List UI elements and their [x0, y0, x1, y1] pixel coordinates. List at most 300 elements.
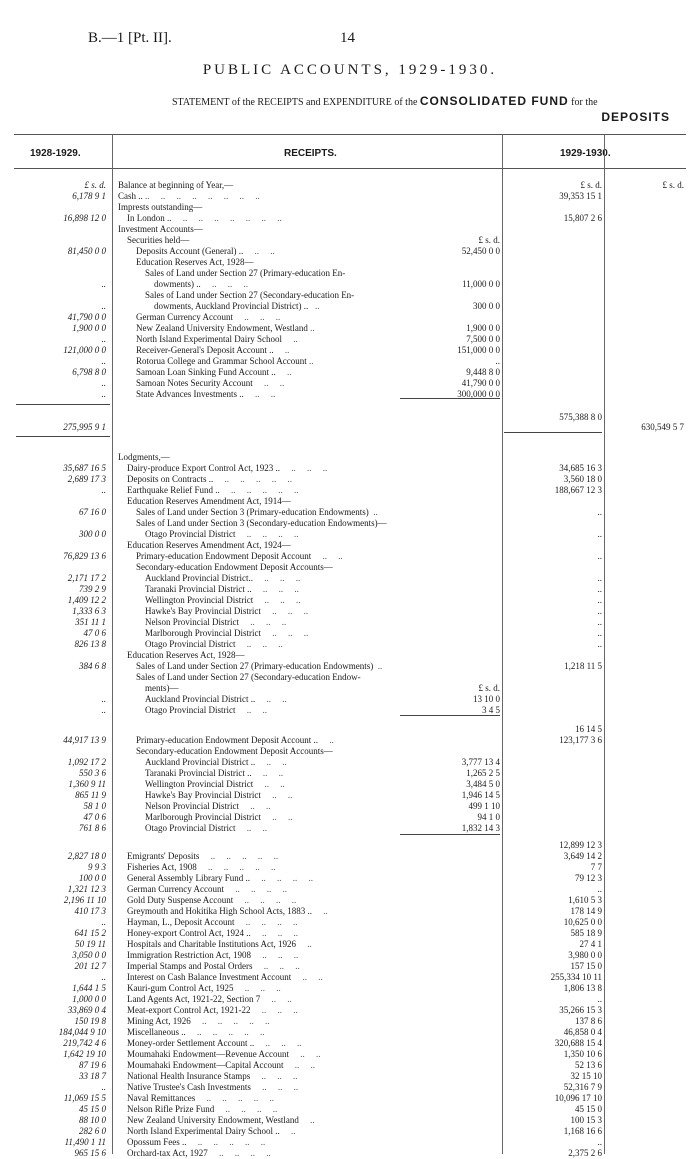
leader-dots: .. .. .. .. ..	[185, 1027, 265, 1037]
row-label: Sales of Land under Section 3 (Primary-education Endowments) ..	[118, 507, 378, 517]
amount-1928-29: 219,742 4 6	[63, 1038, 106, 1048]
amount-1928-29: ..	[101, 694, 106, 704]
amount-1928-29: ..	[101, 301, 106, 311]
table-row	[0, 485, 700, 496]
row-label: Rotorua College and Grammar School Account ..	[118, 356, 314, 366]
leader-dots: .. .. .. ..	[249, 873, 313, 883]
amount-1928-29: 761 8 6	[79, 823, 106, 833]
leader-dots: .. .. ..	[260, 606, 309, 616]
table-row	[0, 452, 700, 463]
amount-1928-29: 184,044 9 10	[58, 1027, 106, 1037]
table-row	[0, 1137, 700, 1148]
amount-1929-30: 15,807 2 6	[563, 213, 602, 223]
amount-1928-29: 88 10 0	[79, 1115, 106, 1125]
leader-dots: .. ..	[251, 768, 284, 778]
amount-1928-29: ..	[101, 485, 106, 495]
leader-dots: .. .. .. .. .. .. ..	[171, 213, 282, 223]
amount-1929-30: 255,334 10 11	[550, 972, 602, 982]
table-row	[0, 746, 700, 757]
row-label: Miscellaneous .. .. .. .. .. ..	[118, 1027, 265, 1037]
table-row	[0, 994, 700, 1005]
table-row	[0, 650, 700, 661]
leader-dots: .. .. ..	[239, 617, 287, 627]
row-label: Samoan Notes Security Account .. ..	[118, 378, 285, 388]
amount-1928-29: 44,917 13 9	[63, 735, 106, 745]
amount-1929-30: 16 14 5	[575, 724, 602, 734]
leader-dots: ..	[273, 345, 290, 355]
amount-inner: 499 1 10	[468, 801, 500, 811]
page-title: PUBLIC ACCOUNTS, 1929-1930.	[202, 62, 498, 78]
leader-dots: .. ..	[235, 705, 267, 715]
amount-1928-29: 2,171 17 2	[67, 573, 106, 583]
amount-1928-29: 47 0 6	[83, 812, 106, 822]
amount-1928-29: 35,687 16 5	[63, 463, 106, 473]
table-row	[0, 1093, 700, 1104]
amount-1929-30: ..	[597, 884, 602, 894]
row-label: Balance at beginning of Year,—	[118, 180, 234, 190]
leader-dots: ..	[298, 1115, 315, 1125]
amount-1929-30: ..	[597, 617, 602, 627]
table-row	[0, 323, 700, 334]
amount-1928-29: 150 19 8	[74, 1016, 106, 1026]
amount-1929-30: 7 7	[590, 862, 602, 872]
row-label: Hospitals and Charitable Institutions Act, 1926 ..	[118, 939, 312, 949]
amount-inner: 1,946 14 5	[461, 790, 500, 800]
leader-dots: .. .. ..	[250, 950, 299, 960]
subtotal-rule	[400, 834, 500, 835]
amount-1929-30: 575,388 8 0	[559, 412, 602, 422]
table-row	[0, 961, 700, 972]
leader-dots: .. ..	[260, 812, 293, 822]
amount-1928-29: ..	[101, 378, 106, 388]
page-number: 14	[340, 30, 355, 46]
leader-dots: .. ..	[255, 757, 287, 767]
row-label: Otago Provincial District .. ..	[118, 823, 267, 833]
amount-1929-30: 1,806 13 8	[563, 983, 602, 993]
leader-dots: ..	[317, 735, 334, 745]
amount-1928-29: 275,995 9 1	[63, 422, 106, 432]
table-row	[0, 551, 700, 562]
amount-inner: £ s. d.	[478, 235, 500, 245]
amount-1929-30: 1,350 10 6	[563, 1049, 602, 1059]
amount-1929-30: 52 13 6	[575, 1060, 602, 1070]
table-row	[0, 202, 700, 213]
table-row	[0, 1038, 700, 1049]
amount-1928-29: 1,321 12 3	[67, 884, 106, 894]
amount-1929-30: 585 18 9	[570, 928, 602, 938]
table-row	[0, 540, 700, 551]
table-row	[0, 768, 700, 779]
row-label: Secondary-education Endowment Deposit Accounts—	[118, 746, 333, 756]
amount-1929-30: 157 15 0	[570, 961, 602, 971]
amount-1929-30: 52,316 7 9	[563, 1082, 602, 1092]
table-row	[0, 917, 700, 928]
table-top-rule	[14, 134, 686, 135]
leader-dots: .. .. .. .. ..	[195, 1093, 274, 1103]
table-row	[0, 1071, 700, 1082]
leader-dots: .. .. ..	[279, 463, 328, 473]
column-header-1929: 1929-1930.	[560, 148, 611, 159]
table-row	[0, 851, 700, 862]
leader-dots: .. ..	[260, 790, 293, 800]
subtotal-rule	[16, 404, 110, 405]
amount-1928-29: 11,490 1 11	[64, 1137, 106, 1147]
leader-dots: .. .. .. .. ..	[213, 474, 292, 484]
table-row	[0, 840, 700, 851]
amount-1928-29: 739 2 9	[79, 584, 106, 594]
row-label: North Island Experimental Dairy School ..	[118, 334, 298, 344]
amount-inner: £ s. d.	[478, 683, 500, 693]
leader-dots: ..	[279, 1126, 296, 1136]
leader-dots: .. ..	[311, 551, 343, 561]
amount-1929-30: ..	[597, 551, 602, 561]
leader-dots: .. .. ..	[251, 584, 299, 594]
amount-1928-29: 641 15 2	[74, 928, 106, 938]
amount-1928-29: 87 19 6	[79, 1060, 106, 1070]
row-label: Opossum Fees .. .. .. .. .. ..	[118, 1137, 266, 1147]
row-label: Auckland Provincial District .. .. ..	[118, 694, 287, 704]
row-label: Nelson Provincial District .. ..	[118, 801, 271, 811]
amount-inner: ..	[495, 356, 500, 366]
row-label: State Advances Investments .. .. ..	[118, 389, 276, 399]
amount-1928-29: 1,409 12 2	[67, 595, 106, 605]
amount-1929-30: 320,688 15 4	[554, 1038, 602, 1048]
table-row	[0, 1115, 700, 1126]
table-row	[0, 1126, 700, 1137]
amount-1928-29: 384 6 8	[79, 661, 106, 671]
amount-1929-30: ..	[597, 994, 602, 1004]
row-label: Orchard-tax Act, 1927 .. .. .. ..	[118, 1148, 271, 1158]
leader-dots: .. .. ..	[232, 312, 281, 322]
table-row	[0, 606, 700, 617]
amount-1929-30: 27 4 1	[579, 939, 602, 949]
amount-1928-29: ..	[101, 972, 106, 982]
amount-1928-29: ..	[101, 334, 106, 344]
amount-1928-29: ..	[101, 279, 106, 289]
amount-1928-29: £ s. d.	[84, 180, 106, 190]
amount-total: 630,549 5 7	[641, 422, 684, 432]
row-label: Interest on Cash Balance Investment Account .. ..	[118, 972, 323, 982]
leader-dots: ..	[295, 939, 312, 949]
amount-inner: 13 10 0	[473, 694, 500, 704]
amount-1929-30: 32 15 10	[570, 1071, 602, 1081]
leader-dots: .. .. .. ..	[234, 917, 298, 927]
row-label: Auckland Provincial District .. .. ..	[118, 757, 287, 767]
table-row	[0, 683, 700, 694]
table-row	[0, 1005, 700, 1016]
leader-dots: .. .. ..	[200, 279, 248, 289]
leader-dots: .. .. .. .. .. .. .. ..	[142, 191, 260, 201]
amount-1928-29: 6,178 9 1	[72, 191, 106, 201]
row-label: Nelson Rifle Prize Fund .. .. .. ..	[118, 1104, 278, 1114]
leader-dots: .. .. ..	[254, 1038, 302, 1048]
row-label: Honey-export Control Act, 1924 .. .. .. ..	[118, 928, 298, 938]
row-label: Imprests outstanding—	[118, 202, 203, 212]
row-label: Cash .. .. .. .. .. .. .. .. ..	[118, 191, 260, 201]
row-label: Money-order Settlement Account .. .. .. ..	[118, 1038, 302, 1048]
row-label: Greymouth and Hokitika High School Acts, 1883 .. ..	[118, 906, 328, 916]
leader-dots: .. .. ..	[252, 961, 300, 971]
amount-1929-30: 123,177 3 6	[559, 735, 602, 745]
amount-1928-29: 826 13 8	[74, 639, 106, 649]
row-label: Deposits Account (General) .. .. ..	[118, 246, 275, 256]
row-label: In London .. .. .. .. .. .. .. ..	[118, 213, 282, 223]
amount-1928-29: ..	[101, 356, 106, 366]
leader-dots: .. .. .. .. ..	[196, 862, 276, 872]
table-row	[0, 463, 700, 474]
row-label: Secondary-education Endowment Deposit Accounts—	[118, 562, 333, 572]
leader-dots: .. .. .. ..	[233, 895, 297, 905]
table-row	[0, 895, 700, 906]
amount-1929-30: ..	[597, 584, 602, 594]
leader-dots: .. .. ..	[250, 928, 298, 938]
table-row	[0, 628, 700, 639]
amount-1929-30: ..	[597, 606, 602, 616]
row-label: Earthquake Relief Fund .. .. .. .. .. ..	[118, 485, 299, 495]
row-label: Land Agents Act, 1921-22, Section 7 .. ..	[118, 994, 292, 1004]
leader-dots: .. ..	[252, 378, 285, 388]
amount-1929-30: £ s. d.	[580, 180, 602, 190]
header-bottom-rule	[14, 168, 686, 169]
table-row	[0, 301, 700, 312]
table-row	[0, 1104, 700, 1115]
amount-1928-29: 1,092 17 2	[67, 757, 106, 767]
leader-dots: .. ..	[243, 246, 275, 256]
row-label: German Currency Account .. .. ..	[118, 312, 281, 322]
statement-subheading: DEPOSITS	[601, 110, 670, 124]
leader-dots: .. ..	[239, 801, 271, 811]
row-label: German Currency Account .. .. .. ..	[118, 884, 287, 894]
table-row	[0, 224, 700, 235]
row-label: Otago Provincial District .. ..	[118, 705, 267, 715]
table-row	[0, 1016, 700, 1027]
table-row	[0, 906, 700, 917]
leader-dots: .. .. .. .. ..	[186, 1137, 266, 1147]
table-row	[0, 367, 700, 378]
amount-inner: 1,900 0 0	[466, 323, 500, 333]
table-row	[0, 246, 700, 257]
row-label: General Assembly Library Fund .. .. .. .. ..	[118, 873, 313, 883]
leader-dots: .. .. ..	[250, 1005, 298, 1015]
row-label: Primary-education Endowment Deposit Account .. ..	[118, 551, 343, 561]
amount-1929-30: 35,266 15 3	[559, 1005, 602, 1015]
amount-1929-30: ..	[597, 639, 602, 649]
statement-bold: CONSOLIDATED FUND	[419, 94, 569, 108]
table-row	[0, 345, 700, 356]
leader-dots: .. .. .. .. ..	[190, 1016, 270, 1026]
table-row	[0, 1027, 700, 1038]
table-row	[0, 873, 700, 884]
amount-1929-30: 45 15 0	[575, 1104, 602, 1114]
leader-dots: .. ..	[253, 779, 285, 789]
leader-dots: .. ..	[260, 994, 292, 1004]
amount-1929-30: ..	[597, 628, 602, 638]
amount-1928-29: 1,000 0 0	[72, 994, 106, 1004]
leader-dots: .. .. ..	[253, 595, 301, 605]
leader-dots: .. .. ..	[260, 628, 309, 638]
row-label: Receiver-General's Deposit Account .. ..	[118, 345, 290, 355]
table-row	[0, 705, 700, 716]
row-label: Hawke's Bay Provincial District .. .. ..	[118, 606, 309, 616]
amount-1928-29: 2,689 17 3	[67, 474, 106, 484]
amount-inner: 3,777 13 4	[461, 757, 500, 767]
table-row	[0, 584, 700, 595]
table-row	[0, 1082, 700, 1093]
row-label: Sales of Land under Section 27 (Secondary-education Endow-	[118, 672, 361, 682]
subtotal-rule	[16, 436, 110, 437]
amount-1929-30: 10,096 17 10	[554, 1093, 602, 1103]
amount-1929-30: 1,610 5 3	[568, 895, 602, 905]
table-row	[0, 257, 700, 268]
table-row	[0, 573, 700, 584]
row-label: North Island Experimental Dairy School .. ..	[118, 1126, 296, 1136]
leader-dots: .. .. .. ..	[235, 529, 299, 539]
leader-dots: .. .. .. .. ..	[219, 485, 299, 495]
leader-dots: ..	[306, 356, 314, 366]
row-label: Investment Accounts—	[118, 224, 203, 234]
table-row	[0, 724, 700, 735]
row-label: Sales of Land under Section 27 (Secondary-education En-	[118, 290, 355, 300]
table-row	[0, 617, 700, 628]
amount-inner: 1,265 2 5	[466, 768, 500, 778]
amount-1929-30: 100 15 3	[570, 1115, 602, 1125]
row-label: Dairy-produce Export Control Act, 1923 .. .. .. ..	[118, 463, 328, 473]
amount-1929-30: 3,560 18 0	[563, 474, 602, 484]
table-row	[0, 823, 700, 834]
amount-1928-29: ..	[101, 389, 106, 399]
leader-dots: .. .. ..	[250, 1082, 299, 1092]
row-label: Imperial Stamps and Postal Orders .. .. ..	[118, 961, 300, 971]
amount-total: £ s. d.	[662, 180, 684, 190]
table-row	[0, 518, 700, 529]
table-row	[0, 496, 700, 507]
table-row	[0, 757, 700, 768]
column-header-1928: 1928-1929.	[30, 148, 81, 159]
leader-dots: .. ..	[288, 1049, 321, 1059]
table-row	[0, 389, 700, 400]
row-label: Taranaki Provincial District .. .. .. ..	[118, 584, 299, 594]
table-row	[0, 312, 700, 323]
amount-1929-30: ..	[597, 573, 602, 583]
row-label: Mining Act, 1926 .. .. .. .. ..	[118, 1016, 270, 1026]
amount-1928-29: 201 12 7	[74, 961, 106, 971]
amount-1928-29: 1,900 0 0	[72, 323, 106, 333]
amount-1928-29: 2,196 11 10	[63, 895, 106, 905]
row-label: Hawke's Bay Provincial District .. ..	[118, 790, 293, 800]
row-label: Otago Provincial District .. .. .. ..	[118, 529, 299, 539]
leader-dots: .. ..	[255, 694, 287, 704]
row-label: Immigration Restriction Act, 1908 .. .. ..	[118, 950, 299, 960]
leader-dots: ..	[281, 334, 298, 344]
amount-1928-29: 121,000 0 0	[63, 345, 106, 355]
amount-1928-29: 58 1 0	[83, 801, 106, 811]
amount-1929-30: 39,353 15 1	[559, 191, 602, 201]
leader-dots: ..	[275, 367, 292, 377]
row-label: ments)—	[118, 683, 179, 693]
amount-1928-29: 550 3 6	[79, 768, 106, 778]
amount-1929-30: 79 12 3	[575, 873, 602, 883]
table-row	[0, 529, 700, 540]
amount-1929-30: 12,899 12 3	[559, 840, 602, 850]
table-row	[0, 862, 700, 873]
statement-heading	[172, 94, 598, 108]
amount-1928-29: 1,642 19 10	[63, 1049, 106, 1059]
row-label: Sales of Land under Section 3 (Secondary-education Endowments)—	[118, 518, 387, 528]
table-row	[0, 474, 700, 485]
amount-1928-29: 300 0 0	[79, 529, 106, 539]
amount-1928-29: 351 11 1	[75, 617, 106, 627]
row-label: Hayman, L., Deposit Account .. .. .. ..	[118, 917, 298, 927]
leader-dots: .. ..	[243, 389, 276, 399]
amount-1928-29: 11,069 15 5	[63, 1093, 106, 1103]
amount-1929-30: 34,685 16 3	[559, 463, 602, 473]
amount-inner: 94 1 0	[477, 812, 500, 822]
amount-inner: 9,448 8 0	[466, 367, 500, 377]
amount-inner: 3,484 5 0	[466, 779, 500, 789]
table-row	[0, 884, 700, 895]
table-row	[0, 334, 700, 345]
row-label: Fisheries Act, 1908 .. .. .. .. ..	[118, 862, 276, 872]
amount-1928-29: 76,829 13 6	[63, 551, 106, 561]
table-row	[0, 928, 700, 939]
table-row	[0, 378, 700, 389]
amount-inner: 1,832 14 3	[461, 823, 500, 833]
table-row	[0, 279, 700, 290]
leader-dots: .. .. .. ..	[214, 1104, 278, 1114]
row-label: Sales of Land under Section 27 (Primary-education Endowments) ..	[118, 661, 383, 671]
amount-1929-30: 1,218 11 5	[564, 661, 602, 671]
row-label: New Zealand University Endowment, Westland ..	[118, 1115, 315, 1125]
leader-dots: ..	[311, 906, 328, 916]
table-row	[0, 972, 700, 983]
leader-dots: .. ..	[283, 1060, 315, 1070]
amount-1928-29: ..	[101, 1082, 106, 1092]
amount-inner: 3 4 5	[482, 705, 500, 715]
table-row	[0, 661, 700, 672]
table-row	[0, 983, 700, 994]
amount-1928-29: 282 6 0	[79, 1126, 106, 1136]
row-label: Moumahaki Endowment—Revenue Account .. ..	[118, 1049, 321, 1059]
table-row	[0, 694, 700, 705]
table-row	[0, 950, 700, 961]
row-label: Samoan Loan Sinking Fund Account .. ..	[118, 367, 292, 377]
table-row	[0, 1060, 700, 1071]
leader-dots: .. .. .. ..	[207, 1148, 271, 1158]
row-label: Marlborough Provincial District .. .. ..	[118, 628, 309, 638]
table-row	[0, 422, 700, 433]
amount-1928-29: 3,050 0 0	[72, 950, 106, 960]
column-header-receipts: RECEIPTS.	[284, 148, 337, 159]
amount-1928-29: 16,898 12 0	[63, 213, 106, 223]
amount-inner: 52,450 0 0	[461, 246, 500, 256]
amount-inner: 11,000 0 0	[462, 279, 500, 289]
table-row	[0, 1049, 700, 1060]
amount-1928-29: 1,333 6 3	[72, 606, 106, 616]
leader-dots: .. .. ..	[235, 639, 283, 649]
row-label: Otago Provincial District .. .. ..	[118, 639, 283, 649]
amount-1929-30: 2,375 2 6	[568, 1148, 602, 1158]
amount-1929-30: 178 14 9	[570, 906, 602, 916]
amount-1928-29: ..	[101, 705, 106, 715]
amount-1928-29: 41,790 0 0	[67, 312, 106, 322]
row-label: Deposits on Contracts .. .. .. .. .. ..	[118, 474, 292, 484]
row-label: Education Reserves Act, 1928—	[118, 257, 254, 267]
row-label: Meat-export Control Act, 1921-22 .. .. ..	[118, 1005, 298, 1015]
row-label: Sales of Land under Section 27 (Primary-education En-	[118, 268, 346, 278]
document-reference: B.—1 [Pt. II].	[88, 30, 172, 46]
amount-1929-30: 3,649 14 2	[563, 851, 602, 861]
leader-dots: .. .. .. ..	[223, 884, 287, 894]
